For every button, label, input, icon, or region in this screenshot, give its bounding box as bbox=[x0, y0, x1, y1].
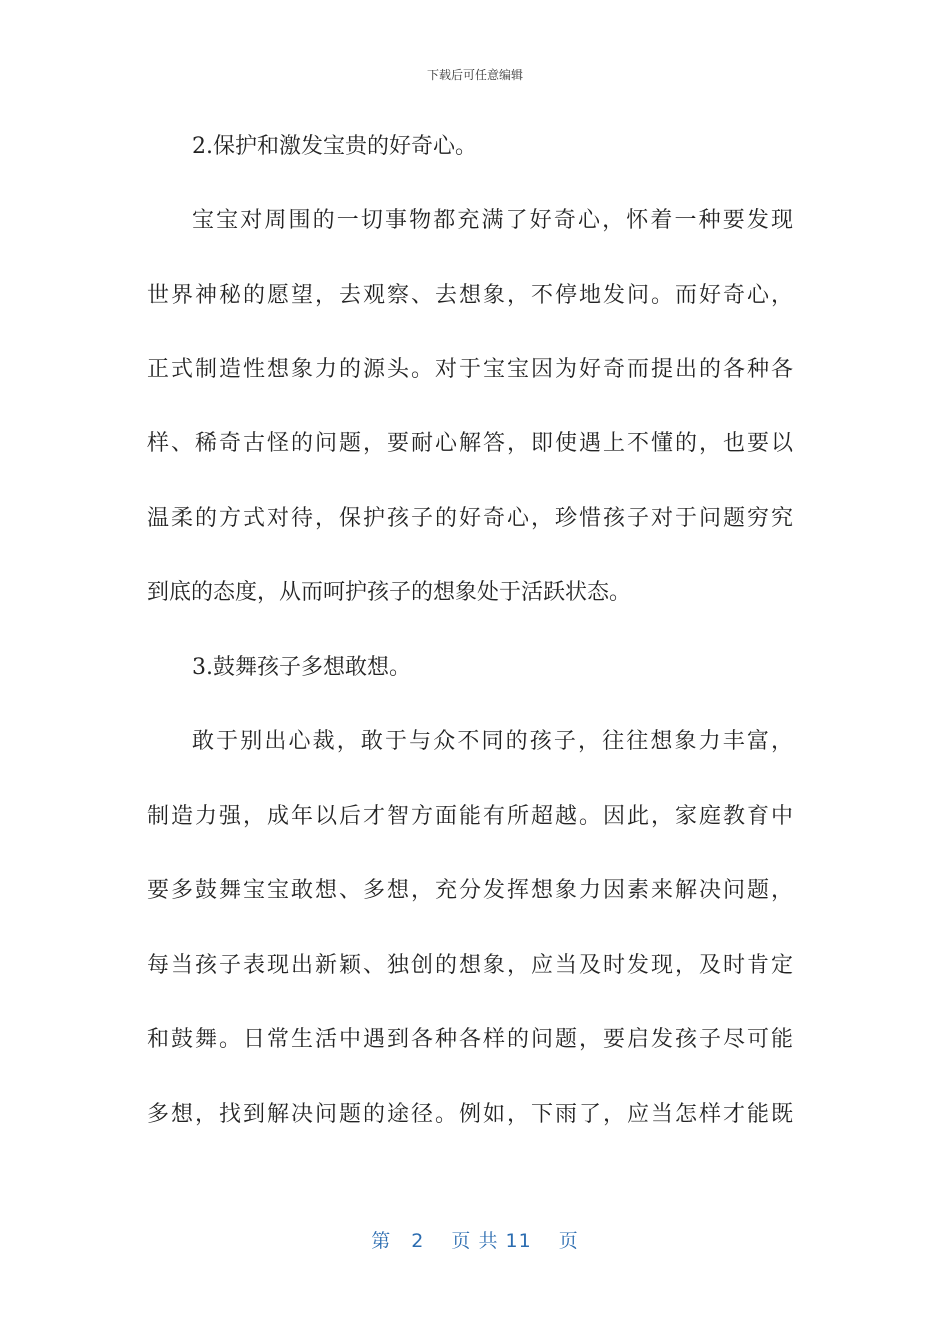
paragraph-line: 要多鼓舞宝宝敢想、多想，充分发挥想象力因素来解决问题， bbox=[147, 878, 793, 903]
paragraph-line: 温柔的方式对待，保护孩子的好奇心，珍惜孩子对于问题穷究 bbox=[147, 506, 793, 531]
paragraph-line: 和鼓舞。日常生活中遇到各种各样的问题，要启发孩子尽可能 bbox=[147, 1027, 793, 1052]
paragraph-line: 宝宝对周围的一切事物都充满了好奇心，怀着一种要发现 bbox=[192, 208, 793, 233]
paragraph-line: 制造力强，成年以后才智方面能有所超越。因此，家庭教育中 bbox=[147, 804, 793, 829]
paragraph-line: 到底的态度，从而呵护孩子的想象处于活跃状态。 bbox=[147, 580, 632, 605]
paragraph-line: 多想，找到解决问题的途径。例如，下雨了，应当怎样才能既 bbox=[147, 1102, 793, 1127]
paragraph-line: 样、稀奇古怪的问题，要耐心解答，即使遇上不懂的，也要以 bbox=[147, 431, 793, 456]
paragraph-line: 正式制造性想象力的源头。对于宝宝因为好奇而提出的各种各 bbox=[147, 357, 793, 382]
page-header-note: 下载后可任意编辑 bbox=[426, 68, 523, 82]
paragraph-line: 敢于别出心裁，敢于与众不同的孩子，往往想象力丰富， bbox=[192, 729, 793, 754]
page-number-footer: 第 2 页 共 11 页 bbox=[371, 1230, 579, 1252]
paragraph-line: 世界神秘的愿望，去观察、去想象，不停地发问。而好奇心， bbox=[147, 283, 793, 308]
section-heading-3: 3.鼓舞孩子多想敢想。 bbox=[192, 655, 411, 680]
section-heading-2: 2.保护和激发宝贵的好奇心。 bbox=[192, 134, 477, 159]
paragraph-line: 每当孩子表现出新颖、独创的想象，应当及时发现，及时肯定 bbox=[147, 953, 793, 978]
